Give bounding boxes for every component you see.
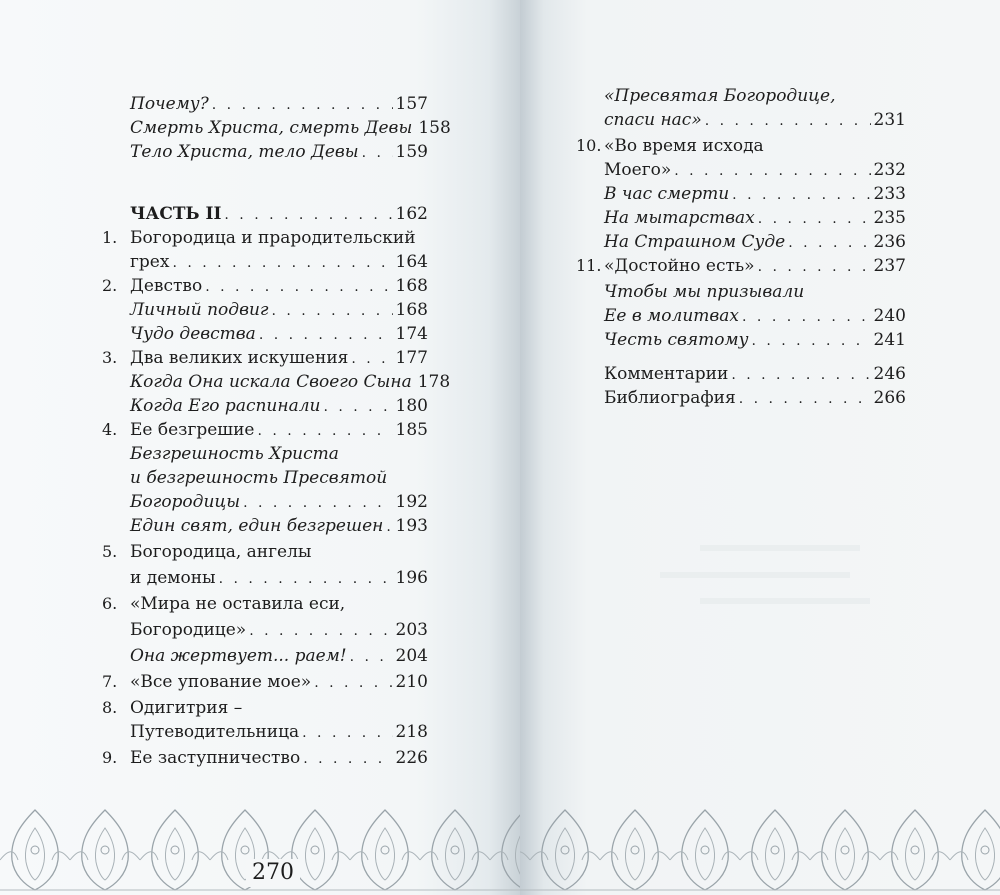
toc-entry-number: 11. — [576, 256, 602, 275]
toc-entry-title: Два великих искушения — [130, 348, 349, 368]
dot-leader — [302, 721, 392, 745]
toc-entry-title: Комментарии — [604, 364, 729, 384]
toc-entry-title: «Мира не оставила еси, — [130, 594, 346, 614]
toc-entry-title: Богородицы — [130, 492, 241, 512]
toc-entry-page: 180 — [395, 396, 428, 416]
toc-entry-page: 240 — [873, 306, 906, 326]
dot-leader — [219, 567, 393, 591]
toc-entry-page: 235 — [873, 208, 906, 228]
toc-entry-title: и демоны — [130, 568, 216, 588]
dot-leader — [758, 255, 871, 279]
toc-entry-number: 6. — [102, 594, 118, 613]
toc-entry — [102, 116, 451, 140]
toc-entry — [576, 108, 906, 132]
toc-entry-title: Ее заступничество — [130, 748, 301, 768]
toc-entry — [576, 362, 906, 386]
toc-entry-number: 4. — [102, 420, 118, 439]
bleed-through-mark — [660, 572, 850, 578]
toc-entry-title: грех — [130, 252, 170, 272]
toc-entry-page: 218 — [395, 722, 428, 742]
toc-entry-title: «Во время исхода — [604, 136, 764, 156]
toc-entry — [102, 346, 428, 370]
toc-entry-title: Богородица и прародительский — [130, 228, 416, 248]
toc-entry-title: Честь святому — [604, 330, 749, 350]
toc-entry-title: Чудо девства — [130, 324, 256, 344]
dot-leader — [212, 93, 393, 117]
toc-entry-page: 164 — [395, 252, 428, 272]
toc-entry-title: Тело Христа, тело Девы — [130, 142, 359, 162]
toc-entry — [576, 328, 906, 352]
dot-leader — [362, 141, 393, 165]
toc-entry — [576, 230, 906, 254]
toc-entry-page: 168 — [395, 300, 428, 320]
toc-entry-page: 174 — [395, 324, 428, 344]
toc-entry-title: Когда Она искала Своего Сына — [130, 372, 412, 392]
toc-entry-page: 157 — [395, 94, 428, 114]
dot-leader — [732, 183, 870, 207]
toc-entry-page: 158 — [418, 118, 451, 138]
toc-entry-title: На Страшном Суде — [604, 232, 786, 252]
dot-leader — [323, 395, 392, 419]
dot-leader — [249, 619, 392, 643]
toc-entry-page: 159 — [395, 142, 428, 162]
toc-entry-number: 7. — [102, 672, 118, 691]
toc-entry — [102, 274, 428, 298]
toc-entry-page: 241 — [873, 330, 906, 350]
toc-entry — [102, 202, 428, 226]
toc-entry-title: Девство — [130, 276, 203, 296]
toc-entry-number: 5. — [102, 542, 118, 561]
toc-entry-title: Чтобы мы призывали — [604, 282, 805, 302]
toc-entry — [102, 490, 428, 514]
toc-entry — [102, 540, 428, 564]
dot-leader — [243, 491, 392, 515]
toc-entry — [102, 644, 428, 668]
toc-entry-title: Одигитрия – — [130, 698, 243, 718]
toc-entry-title: Богородице» — [130, 620, 247, 640]
toc-entry — [102, 298, 428, 322]
toc-entry-page: 226 — [395, 748, 428, 768]
dot-leader — [674, 159, 870, 183]
toc-entry-title: Моего» — [604, 160, 672, 180]
dot-leader — [705, 109, 871, 133]
toc-entry-number: 10. — [576, 136, 602, 155]
toc-entry-page: 232 — [873, 160, 906, 180]
toc-entry-page: 162 — [395, 204, 428, 224]
toc-entry — [576, 84, 906, 108]
toc-entry — [102, 92, 428, 116]
toc-entry — [576, 304, 906, 328]
toc-entry — [102, 696, 428, 720]
toc-entry-title: «Все упование мое» — [130, 672, 312, 692]
toc-entry — [102, 466, 428, 490]
toc-entry — [102, 250, 428, 274]
dot-leader — [742, 305, 871, 329]
toc-entry — [576, 206, 906, 230]
toc-entry — [102, 394, 428, 418]
toc-entry — [102, 720, 428, 744]
toc-entry-number: 9. — [102, 748, 118, 767]
toc-entry — [102, 514, 428, 538]
toc-entry-number: 1. — [102, 228, 118, 247]
toc-entry — [102, 140, 428, 164]
toc-entry-page: 246 — [873, 364, 906, 384]
dot-leader — [303, 747, 392, 771]
bleed-through-mark — [700, 598, 870, 604]
dot-leader — [314, 671, 392, 695]
toc-entry-page: 196 — [395, 568, 428, 588]
toc-entry — [102, 442, 428, 466]
toc-entry-number: 8. — [102, 698, 118, 717]
toc-entry-title: Когда Его распинали — [130, 396, 321, 416]
toc-entry-page: 266 — [873, 388, 906, 408]
dot-leader — [172, 251, 392, 275]
toc-entry — [102, 418, 428, 442]
toc-entry-title: Ее безгрешие — [130, 420, 255, 440]
toc-entry — [102, 670, 428, 694]
dot-leader — [258, 419, 393, 443]
toc-entry-title: Личный подвиг — [130, 300, 269, 320]
toc-entry-page: 178 — [417, 372, 451, 392]
toc-entry-title: Безгрешность Христа — [130, 444, 339, 464]
toc-entry — [576, 254, 906, 278]
toc-entry-page: 177 — [395, 348, 428, 368]
toc-entry-title: В час смерти — [604, 184, 730, 204]
toc-entry — [102, 566, 428, 590]
toc-entry-title: Почему? — [130, 94, 209, 114]
toc-entry — [576, 386, 906, 410]
toc-entry-title: «Достойно есть» — [604, 256, 755, 276]
toc-entry-title: Богородица, ангелы — [130, 542, 312, 562]
dot-leader — [351, 347, 392, 371]
toc-entry-page: 168 — [395, 276, 428, 296]
toc-entry — [576, 134, 906, 158]
toc-entry-page: 233 — [873, 184, 906, 204]
toc-entry-number: 3. — [102, 348, 118, 367]
toc-entry-title: Путеводительница — [130, 722, 300, 742]
dot-leader — [259, 323, 393, 347]
toc-entry-title: спаси нас» — [604, 110, 702, 130]
toc-entry-page: 210 — [395, 672, 428, 692]
dot-leader — [350, 645, 393, 669]
dot-leader — [731, 363, 870, 387]
toc-entry-page: 231 — [873, 110, 906, 130]
toc-entry-page: 185 — [395, 420, 428, 440]
toc-entry-page: 204 — [395, 646, 428, 666]
toc-entry — [102, 370, 451, 394]
toc-entry-title: Она жертвует... раем! — [130, 646, 347, 666]
toc-entry-title: Смерть Христа, смерть Девы — [130, 118, 413, 138]
dot-leader — [751, 329, 870, 353]
dot-leader — [758, 207, 871, 231]
toc-entry — [102, 592, 428, 616]
dot-leader — [224, 203, 392, 227]
toc-entry-page: 237 — [873, 256, 906, 276]
toc-entry-title: На мытарствах — [604, 208, 755, 228]
toc-entry-page: 236 — [873, 232, 906, 252]
toc-entry-page: 192 — [395, 492, 428, 512]
dot-leader — [386, 515, 392, 539]
toc-entry-title: «Пресвятая Богородице, — [604, 86, 836, 106]
toc-entry — [576, 280, 906, 304]
toc-entry-page: 203 — [395, 620, 428, 640]
toc-entry — [102, 322, 428, 346]
dot-leader — [205, 275, 392, 299]
dot-leader — [788, 231, 870, 255]
toc-entry-title: Един свят, един безгрешен — [130, 516, 384, 536]
toc-entry — [102, 746, 428, 770]
toc-entry-page: 193 — [395, 516, 428, 536]
toc-entry-title: и безгрешность Пресвятой — [130, 468, 388, 488]
toc-entry-title: ЧАСТЬ II — [130, 204, 222, 224]
toc-entry-title: Ее в молитвах — [604, 306, 740, 326]
toc-entry — [576, 182, 906, 206]
ornament-border-right — [520, 800, 1000, 895]
toc-entry — [102, 618, 428, 642]
dot-leader — [739, 387, 871, 411]
toc-entry — [576, 158, 906, 182]
page-number: 270 — [246, 859, 300, 887]
bleed-through-mark — [700, 545, 860, 551]
toc-entry-number: 2. — [102, 276, 118, 295]
toc-entry-title: Библиография — [604, 388, 736, 408]
toc-entry — [102, 226, 428, 250]
right-page — [520, 0, 1000, 895]
dot-leader — [272, 299, 393, 323]
